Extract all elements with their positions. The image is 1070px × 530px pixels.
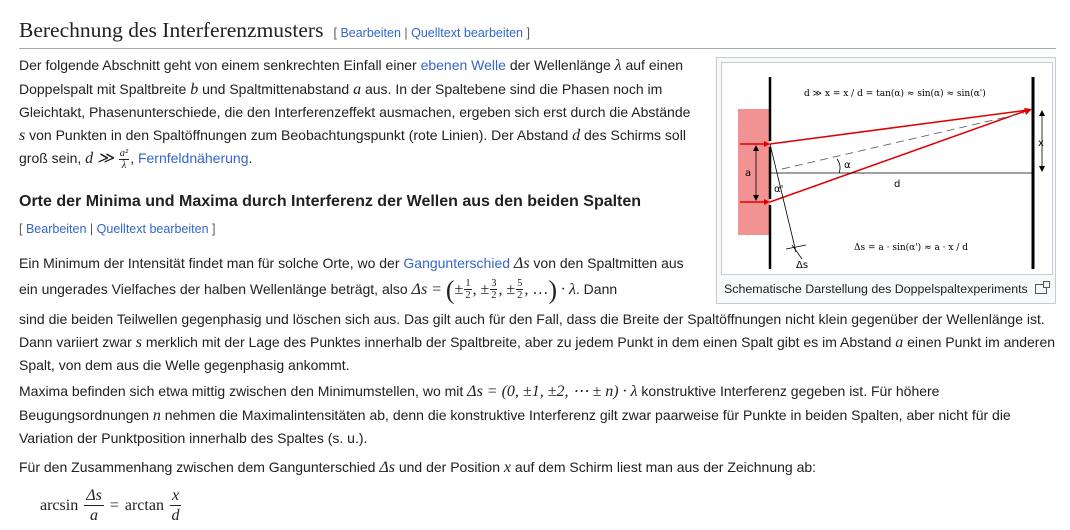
edit-link[interactable]: Bearbeiten bbox=[340, 26, 401, 40]
intro-paragraph bbox=[19, 54, 695, 171]
subsection-edit-link[interactable]: Bearbeiten bbox=[25, 222, 87, 236]
text: , bbox=[130, 150, 138, 167]
bracket-close: ] bbox=[212, 222, 216, 236]
relation-paragraph bbox=[19, 456, 1059, 480]
fraction-denominator: λ bbox=[121, 160, 127, 172]
ray-top bbox=[770, 110, 1028, 144]
math-dots: , … bbox=[524, 280, 549, 298]
text: sind die beiden Teilwellen gegenphasig und löschen sich aus. Das gilt auch für den Fall, dass die Breite der Spaltöffnungen nicht klein gegenüber der Wellenlänge ist. Dann variiert zwar bbox=[19, 311, 1045, 350]
frac-num: 1 bbox=[465, 278, 471, 290]
math-frac-2 bbox=[490, 278, 497, 301]
math-n: n bbox=[152, 406, 161, 424]
math-eq-tail: · λ bbox=[560, 280, 576, 298]
label-alpha-prime: α' bbox=[774, 184, 784, 195]
minima-paragraph-cont bbox=[19, 308, 1059, 377]
math-a: a bbox=[353, 80, 362, 98]
frac-num: Δs bbox=[86, 487, 102, 504]
math-comma: , bbox=[472, 280, 477, 298]
text: Für den Zusammenhang zwischen dem Gangunterschied bbox=[19, 459, 380, 475]
dashed-line bbox=[782, 113, 1024, 169]
figure-thumbnail bbox=[716, 57, 1056, 304]
label-alpha: α bbox=[844, 160, 851, 171]
bottom-formula: Δs = a · sin(α') ≈ a · x / d bbox=[854, 243, 968, 253]
edit-source-link[interactable]: Quelltext bearbeiten bbox=[411, 26, 524, 40]
ebene-welle-link[interactable]: ebenen Welle bbox=[420, 57, 506, 73]
math-d: d bbox=[572, 126, 581, 144]
text: . bbox=[248, 150, 253, 167]
edit-separator: | bbox=[89, 222, 94, 236]
math-pm: ± bbox=[454, 280, 464, 298]
equals-sign: = bbox=[109, 496, 119, 514]
math-s: s bbox=[19, 126, 26, 144]
math-paren-close: ) bbox=[548, 275, 558, 305]
math-frac-1 bbox=[464, 278, 471, 301]
figure-image[interactable] bbox=[721, 62, 1053, 275]
text: konstruktive Interferenz gegeben ist. Für höhere Beugungsordnungen bbox=[19, 383, 940, 423]
frac-den: 2 bbox=[465, 290, 471, 302]
math-a: a bbox=[895, 333, 904, 351]
ds-dimension bbox=[786, 245, 806, 249]
x-arrow-up bbox=[1039, 110, 1045, 116]
text: von Punkten in den Spaltöffnungen zum Beobachtungspunkt (rote Linien). Der Abstand bbox=[25, 126, 573, 143]
heading-edit-links bbox=[333, 26, 530, 40]
formula-frac-1 bbox=[84, 486, 104, 525]
frac-num: 3 bbox=[491, 278, 497, 290]
math-x: x bbox=[503, 459, 512, 476]
math-comma: , bbox=[498, 280, 503, 298]
arcsin-label: arcsin bbox=[40, 496, 79, 514]
text: Der folgende Abschnitt geht von einem senkrechten Einfall einer bbox=[19, 57, 421, 73]
text: Ein Minimum der Intensität findet man für solche Orte, wo der bbox=[19, 255, 404, 271]
math-pm: ± bbox=[506, 280, 516, 298]
math-pm: ± bbox=[480, 280, 490, 298]
text: der Wellenlänge bbox=[505, 57, 615, 73]
text: einen Punkt im anderen Spalt, von dem aus die Welle gegenphasig ankommt. bbox=[19, 333, 1056, 374]
top-formula: d ≫ x = x / d = tan(α) ≈ sin(α) ≈ sin(α') bbox=[804, 89, 986, 99]
text: aus. In der Spaltebene sind die Phasen noch im Gleichtakt, Phasenunterschiede, die den Interferenzeffekt ausmachen, ergeben sich erst durch die Abstände bbox=[19, 80, 691, 121]
heading-title: Berechnung des Interferenzmusters bbox=[19, 18, 324, 42]
text: merklich mit der Lage des Punktes innerhalb der Spaltbreite, aber zu jedem Punkt in dem einen Spalt gibt es im Abstand bbox=[141, 333, 896, 350]
maxima-paragraph bbox=[19, 380, 1059, 450]
fernfeldnaeherung-link[interactable]: Fernfeldnäherung bbox=[137, 150, 249, 167]
text: auf einen Doppelspalt mit Spaltbreite bbox=[19, 57, 684, 97]
bracket-close: ] bbox=[526, 26, 530, 40]
math-fraction bbox=[119, 148, 129, 171]
math-maxima-eq: Δs = (0, ±1, ±2, ⋯ ± n) · λ bbox=[467, 383, 638, 400]
math-condition: d ≫ bbox=[85, 150, 114, 168]
x-arrow-down bbox=[1039, 166, 1045, 172]
frac-num: 5 bbox=[517, 278, 523, 290]
relation-formula bbox=[40, 486, 181, 525]
ray-arrowhead bbox=[1024, 108, 1032, 115]
subsection-edit-source-link[interactable]: Quelltext bearbeiten bbox=[96, 222, 209, 236]
gangunterschied-link[interactable]: Gangunterschied bbox=[403, 255, 511, 271]
perpendicular-line bbox=[770, 144, 796, 252]
bracket-open: [ bbox=[333, 26, 337, 40]
label-x: x bbox=[1038, 138, 1044, 149]
double-slit-diagram bbox=[722, 63, 1052, 274]
math-paren-open: ( bbox=[445, 275, 455, 305]
math-lambda: λ bbox=[614, 57, 622, 74]
section-heading bbox=[19, 16, 1056, 49]
text: und Spaltmittenabstand bbox=[198, 80, 354, 97]
frac-den: 2 bbox=[491, 290, 497, 302]
fraction-numerator: a² bbox=[119, 148, 129, 160]
math-delta-s: Δs bbox=[513, 255, 530, 272]
formula-frac-2 bbox=[170, 486, 181, 525]
frac-den: 2 bbox=[517, 290, 523, 302]
frac-den: d bbox=[171, 507, 180, 524]
math-eq-lhs: Δs = bbox=[411, 280, 442, 298]
magnify-icon[interactable] bbox=[1035, 284, 1047, 294]
edit-separator: | bbox=[404, 26, 408, 40]
frac-den: a bbox=[90, 507, 99, 524]
math-delta-s: Δs bbox=[379, 459, 395, 476]
bracket-open: [ bbox=[19, 222, 23, 236]
label-ds: Δs bbox=[796, 260, 809, 271]
math-s: s bbox=[135, 333, 142, 351]
arctan-label: arctan bbox=[124, 496, 164, 514]
incident-beam bbox=[738, 109, 770, 235]
text: des Schirms soll groß sein, bbox=[19, 126, 686, 167]
subsection-edit-links bbox=[19, 222, 216, 236]
label-a: a bbox=[745, 168, 752, 179]
math-b: b bbox=[190, 80, 199, 98]
alpha-arc bbox=[837, 159, 840, 173]
label-d: d bbox=[894, 179, 901, 190]
figure-caption: Schematische Darstellung des Doppelspaltexperiments bbox=[724, 282, 1028, 296]
text: von den Spaltmitten aus ein ungerades Vielfaches der halben Wellenlänge beträgt, also bbox=[19, 255, 684, 297]
frac-num: x bbox=[171, 487, 180, 504]
subsection-heading: Orte der Minima und Maxima durch Interferenz der Wellen aus den beiden Spalten bbox=[19, 193, 642, 210]
math-frac-3 bbox=[516, 278, 523, 301]
text: . Dann bbox=[575, 280, 618, 297]
text: nehmen die Maximalintensitäten ab, denn die konstruktive Interferenz gilt zwar paarweise für Punkte in beiden Spalten, aber nicht für die Variation der Punktposition innerhalb des Spaltes (s. u.). bbox=[19, 406, 1011, 447]
text: und der Position bbox=[394, 459, 504, 475]
text: Maxima befinden sich etwa mittig zwischen den Minimumstellen, wo mit bbox=[19, 383, 468, 399]
text: auf dem Schirm liest man aus der Zeichnung ab: bbox=[511, 459, 817, 475]
minima-paragraph bbox=[19, 251, 699, 303]
